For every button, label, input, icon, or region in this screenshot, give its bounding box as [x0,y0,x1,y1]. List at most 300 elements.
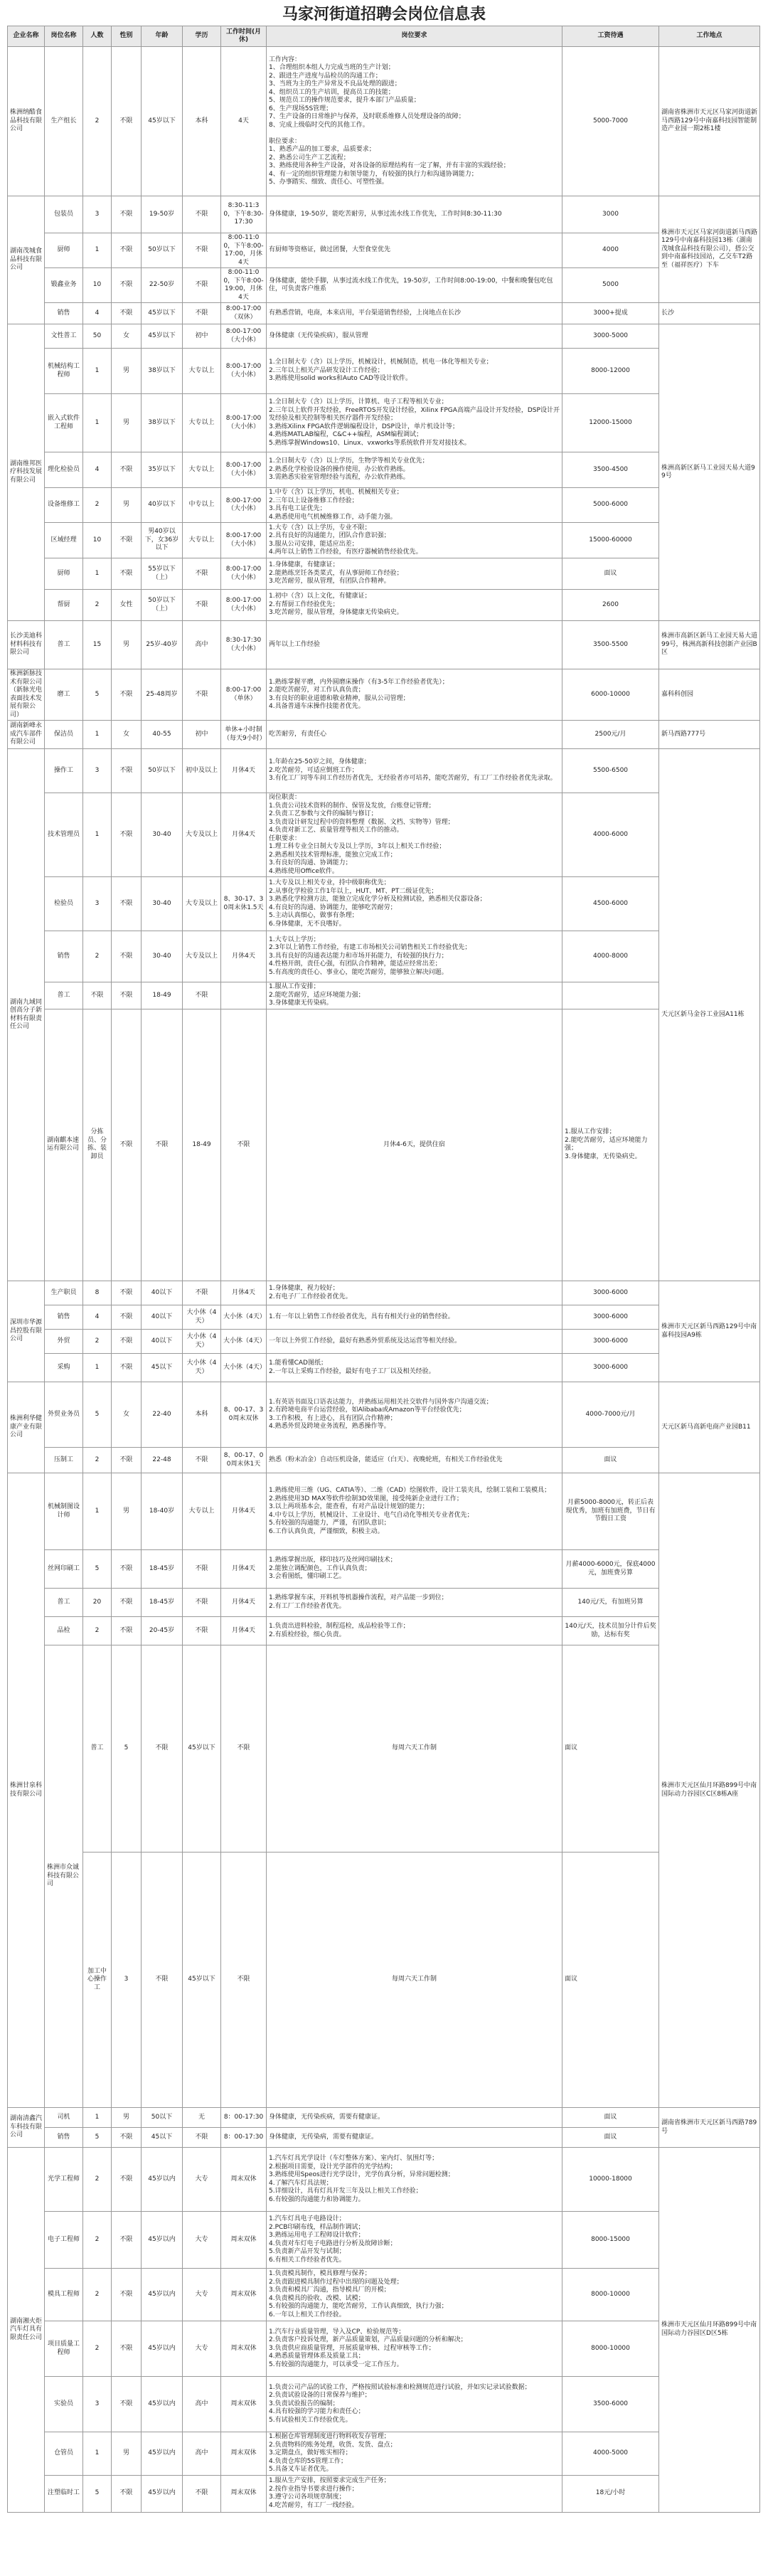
cell-duty: 1.有一年以上销售工作经验者优先，具有有相关行业的销售经验。 [267,1305,562,1330]
cell-salary: 4500-6000 [562,877,659,931]
col-company: 企业名称 [8,26,45,47]
cell-edu: 初中及以上 [183,749,221,793]
cell-age: 40以下 [142,1305,183,1330]
table-row [8,1382,760,1448]
cell-count: 3 [83,877,112,931]
cell-duty: 1.大专及以上相关专业，持中级职称优先； 2.从事化学检验工作1年以上，HUT、MT、PT二级证优先； 3.熟悉化学检测方法，能独立完成化学分析及检测试验，熟悉相关仪器设备； 4.有良好的沟通、协调能力，能够吃苦耐劳； 5.主动认真细心，做事有条理； 6.身体健康，无不良嗜好。 [267,877,562,931]
cell-age: 18-49 [183,1009,221,1281]
cell-count: 1 [83,1473,112,1550]
cell-time: 8:00-17:00（大小休） [221,394,267,452]
header-row [8,26,760,47]
cell-salary: 3000-6000 [562,1354,659,1382]
cell-duty: 1.身体健康，有健康证； 2.能熟练烹饪各类菜式，有从事厨师工作经验； 3.吃苦耐劳，服从管理，有团队合作精神。 [267,558,562,590]
cell-duty: 1.全日制大专（含）以上学历，计算机、电子工程等相关专业； 2.三年以上软件开发经验，FreeRTOS开发设计经验，Xilinx FPGA高端产品设计开发经验，DSP设计开发经验及相关控制等相关医疗器件开发经验； 3.熟练Xilinx FPGA软件逻辑编程设计，DSP设计，单片机设计等； 4.熟练MATLAB编程，C&C++编程，ASM编程调试； 5.熟练掌握Windows10、Linux、vxworks等系统软件开发对接技术。 [267,394,562,452]
table-row [8,1305,760,1330]
cell-count: 50 [83,324,112,349]
cell-time: 大小休（4天） [221,1305,267,1330]
cell-time: 大小休（4天） [221,1354,267,1382]
cell-duty: 1.负责模具制作，模具修理与保养； 2.负责跟进模具制作过程中出现的问题及处理； 3.负责和模具厂沟通，指导模具厂的开模； 4.负责模具的验收、改模、试模； 5.有较强的沟通能力，能吃苦耐劳，工作认真细致，执行力强； 6.一年以上相关工作经验。 [267,2269,562,2321]
cell-edu: 大专及以上 [183,877,221,931]
cell-duty: 1.汽车灯具电子电路设计； 2.PCB印刷布线，样品制作调试； 3.熟练运用电子工程师设计软件； 4.负责对车灯电子电路进行分析及故障诊断； 5.负责新产品开发与试制； 6.有相关工作经验者优先。 [267,2212,562,2269]
cell-gender: 不限 [112,2377,142,2432]
cell-count: 1 [83,793,112,877]
cell-salary: 3000 [562,196,659,233]
cell-salary: 3000-5000 [562,324,659,349]
cell-gender: 不限 [112,2321,142,2377]
cell-gender: 不限 [142,1645,183,1853]
cell-edu: 不限 [183,2128,221,2148]
cell-time: 8、00-17、00周末休1天 [221,1448,267,1473]
cell-edu: 大专及以上 [183,793,221,877]
cell-gender: 不限 [112,196,142,233]
cell-count: 2 [83,2148,112,2212]
cell-salary: 3500-4500 [562,452,659,488]
cell-time: 每周六天工作制 [267,1852,562,2108]
cell-gender: 不限 [112,2148,142,2212]
cell-edu: 大专 [183,2212,221,2269]
cell-position: 普工 [45,621,83,669]
cell-edu: 本科 [183,1382,221,1448]
cell-duty: 岗位职责： 1.负责公司技术资料的制作、保管及发放，台账登记管理； 2.负责工艺参数与文件的编制与修订； 3.负责设计研发过程中的资料整理（数据、文档、实物等）管理； 4.负责对新工艺、质量管理等相关工作的推动。 任职要求： 1.理工科专业全日制大专及以上学历，3年以上相关工作经验； 2.熟悉相关技术管理标准，能独立完成工作； 3.有良好的沟通、协调能力； 4.熟练使用Office软件。 [267,793,562,877]
table-row [8,793,760,877]
cell-address: 株洲市天元区马家河街道新马西路129号中南嘉科技园13栋（湖南茂城食品科技有限公司），搭公交到中南嘉科技园站，乙交车T2路至（福祥医疗）下车 [659,196,760,303]
cell-age: 38岁以下 [142,349,183,394]
cell-salary: 5000-7000 [562,47,659,196]
cell-salary: 5500-6500 [562,749,659,793]
cell-company: 湖南清鑫汽车科技有限公司 [8,2108,45,2148]
page [7,0,761,2513]
cell-gender: 不限 [142,1009,183,1281]
cell-duty: 1.能看懂CAD图纸； 2.一年以上采购工作经验，最好有电子工厂以及相关经验。 [267,1354,562,1382]
table-row [8,2432,760,2476]
cell-count: 1 [83,1354,112,1382]
cell-gender: 不限 [112,558,142,590]
cell-duty: 1.汽车灯具光学设计（车灯整体方案）、室内灯、氛围灯等； 2.根据项目需要，设计光学部件的光学结构； 3.熟练使用Speos进行光学设计，光学仿真分析，异常问题检测； 4.了解汽车灯具法规； 5.详细设计，具有灯具开发三年及以上相关工作经验； 6.有较强的沟通能力和协调能力。 [267,2148,562,2212]
cell-address: 株洲市天元区仙月环路899号中南国际动力谷园区D区5栋 [659,2148,760,2513]
col-time: 工作时间(月休) [221,26,267,47]
cell-count: 5 [83,2475,112,2512]
cell-company: 湖南维邦医疗科技发展有限公司 [8,324,45,621]
cell-position: 外贸业务员 [45,1382,83,1448]
cell-position: 文性普工 [45,324,83,349]
cell-edu: 不限 [183,1281,221,1305]
cell-edu: 不限 [183,590,221,621]
cell-salary: 3500-5500 [562,621,659,669]
cell-duty: 1.初中（含）以上文化，有健康证； 2.有帮厨工作经验优先； 3.吃苦耐劳，服从管理，身体健康无传染病史。 [267,590,562,621]
table-row [8,749,760,793]
cell-time: 8:30-17:30（大小休） [221,621,267,669]
cell-position: 厨师 [45,233,83,268]
table-row [8,931,760,982]
cell-position: 丝网印刷工 [45,1550,83,1589]
cell-position: 帮厨 [45,590,83,621]
cell-age: 19-50岁 [142,196,183,233]
cell-count: 5 [112,1645,142,1853]
cell-position: 机械结构工程师 [45,349,83,394]
table-row [8,721,760,749]
cell-address: 湖南省株洲市天元区马家河街道新马西路129号中南嘉科技园智能制造产业园一期2栋1楼 [659,47,760,196]
cell-count: 4 [83,452,112,488]
cell-time: 8:00-17:00（大小休） [221,590,267,621]
cell-gender: 不限 [112,982,142,1009]
cell-edu: 高中 [183,2377,221,2432]
cell-gender: 不限 [112,931,142,982]
cell-duty: 1.汽车行业质量管理，导入及CP、检验规范等； 2.负责客户投诉处理，新产品质量策划，产品质量问题的分析和解决； 3.负责供应商质量管理，开展质量审核、过程审核等工作； 4.熟悉质量管理体系及质量工具； 5.有较强的沟通能力，可以承受一定工作压力。 [267,2321,562,2377]
col-age: 年龄 [142,26,183,47]
cell-time: 月休4天 [221,749,267,793]
cell-gender: 不限 [112,877,142,931]
cell-company: 湖南麒本速运有限公司 [45,1009,83,1281]
cell-duty: 面议 [562,1645,659,1853]
cell-count: 4 [83,1305,112,1330]
cell-age: 38岁以下 [142,394,183,452]
cell-time: 8:00-17:00（单休） [221,669,267,721]
cell-count: 10 [83,268,112,303]
cell-salary: 8000-12000 [562,349,659,394]
cell-gender: 男 [112,1473,142,1550]
cell-time: 4天 [221,47,267,196]
cell-gender: 男 [112,2432,142,2476]
table-row [8,2475,760,2512]
col-duty: 岗位要求 [267,26,562,47]
cell-time: 周末双休 [221,2148,267,2212]
cell-address: 天元区新马金谷工业园A11栋 [659,749,760,1281]
cell-count: 3 [83,749,112,793]
cell-gender: 不限 [112,47,142,196]
cell-salary: 3000+提成 [562,303,659,324]
cell-count: 1 [83,558,112,590]
cell-time [221,982,267,1009]
cell-company: 株洲纳酷食品科技有限公司 [8,47,45,196]
cell-age: 45以下 [142,2128,183,2148]
table-row [8,2128,760,2148]
cell-time: 大小休（4天） [221,1330,267,1354]
cell-salary: 10000-18000 [562,2148,659,2212]
cell-time: 8:00-11:00，下午8:00-17:00，月休4天 [221,233,267,268]
cell-duty: 工作内容： 1、合理组织本组人力完成当班的生产计划； 2、跟进生产进度与品检员的沟通工作； 3、当班为主的生产异常及不良品处理的跟进； 4、组织员工的生产培训，提高员工的技能； 5、规范员工的操作规范要求，提升本部门产品质量； 6、生产现场5S管理； 7、生产设备的日常维护与保养，及时联系维修人员处理设备的故障； 8、完成上级临时交代的其他工作。 职位要求： 1、熟悉产品的加工要求，品质要求； 2、熟悉公司生产工艺流程； 3、熟练使用各种生产设备，对各设备的原理结构有一定了解，并有丰富的实践经验； 4、有一定的组织管理能力和领导能力，有较强的执行力和沟通协调能力； 5、办事踏实、细致、责任心、可塑性强。 [267,47,562,196]
cell-position: 分拣员、分拣、装卸员 [83,1009,112,1281]
cell-company: 株洲市众诚科技有限公司 [45,1645,83,2108]
cell-address: 新马西路777号 [659,721,760,749]
table-row [8,268,760,303]
cell-age: 18-45岁 [142,1589,183,1617]
cell-time: 月休4-6天，提供住宿 [267,1009,562,1281]
cell-salary: 3000-6000 [562,1281,659,1305]
cell-time: 8:00-17:00（大小休） [221,349,267,394]
cell-position: 实验员 [45,2377,83,2432]
cell-duty: 1.大专（含）以上学历，专业不限； 2.具有良好的沟通能力，团队合作意识强； 3.服从公司安排，能适应出差； 4.两年以上销售工作经验，有医疗器械销售经验优先。 [267,523,562,558]
cell-position: 磨工 [45,669,83,721]
table-body [8,47,760,2513]
cell-edu: 大专 [183,2321,221,2377]
cell-age: 40以下 [142,1330,183,1354]
table-row [8,1448,760,1473]
cell-gender: 不限 [112,1550,142,1589]
cell-time: 周末双休 [221,2377,267,2432]
cell-position: 模具工程师 [45,2269,83,2321]
cell-position: 光学工程师 [45,2148,83,2212]
cell-age: 18-40岁 [142,1473,183,1550]
cell-position: 电子工程师 [45,2212,83,2269]
cell-count: 5 [83,669,112,721]
cell-count: 2 [83,1448,112,1473]
cell-position: 检验员 [45,877,83,931]
cell-age: 50岁以下 [142,749,183,793]
table-row [8,523,760,558]
cell-age: 22-48 [142,1448,183,1473]
cell-edu: 高中 [183,621,221,669]
cell-duty: 1.中专（含）以上学历，机电、机械相关专业； 2.三年以上设备维修工作经验； 3.具有电工证优先； 4.熟悉使用电气机械维修工作，动手能力强。 [267,488,562,523]
cell-position: 操作工 [45,749,83,793]
cell-count: 2 [83,2269,112,2321]
cell-age: 45以下 [142,1354,183,1382]
page-title: 马家河街道招聘会岗位信息表 [282,5,486,23]
cell-count: 3 [83,196,112,233]
table-row [8,1550,760,1589]
cell-duty: 身体健康，无传染病，需要有健康证。 [267,2128,562,2148]
col-count: 人数 [83,26,112,47]
cell-duty: 吃苦耐劳，有责任心 [267,721,562,749]
cell-edu: 大专 [183,2269,221,2321]
cell-time: 月休4天 [221,1473,267,1550]
cell-gender: 不限 [112,2475,142,2512]
cell-age: 40岁以下 [142,488,183,523]
cell-edu: 不限 [221,1645,267,1853]
cell-gender: 不限 [112,1330,142,1354]
cell-edu: 不限 [183,303,221,324]
cell-duty: 有厨师等资格证，做过团餐，大型食堂优先 [267,233,562,268]
cell-gender: 不限 [112,1448,142,1473]
cell-count: 2 [83,590,112,621]
cell-time: 8、30-17、30周末休1.5天 [221,877,267,931]
table-row [8,982,760,1009]
cell-count: 3 [83,2377,112,2432]
cell-company: 株洲新脉技术有限公司（新脉光电表面技术发展有限公司） [8,669,45,721]
col-addr: 工作地点 [659,26,760,47]
table-row [8,196,760,233]
cell-position: 厨师 [45,558,83,590]
cell-count: 2 [83,1617,112,1645]
cell-count: 2 [83,931,112,982]
cell-position: 仓管员 [45,2432,83,2476]
cell-position: 普工 [83,1645,112,1853]
table-row [8,2269,760,2321]
cell-gender: 不限 [112,452,142,488]
cell-count: 1 [83,2108,112,2128]
cell-time: 周末双休 [221,2212,267,2269]
cell-age: 40-55 [142,721,183,749]
cell-position: 生产职员 [45,1281,83,1305]
cell-count: 2 [83,47,112,196]
cell-count: 2 [83,2212,112,2269]
cell-count: 10 [83,523,112,558]
cell-gender: 女 [112,721,142,749]
cell-age: 25-48周岁 [142,669,183,721]
table-row [8,2321,760,2377]
cell-duty: 1.熟练掌握平磨，内外圆磨床操作（有3-5年工作经验者优先）； 2.能吃苦耐劳，对工作认真负责； 3.有良好的职业道德和敬业精神，服从公司管理； 4.具备普通车床操作技能者优先。 [267,669,562,721]
cell-age: 45岁以内 [142,2321,183,2377]
cell-time: 8、00-17、30周末双休 [221,1382,267,1448]
table-row [8,1645,760,1853]
cell-salary: 面议 [562,1448,659,1473]
cell-salary: 月薪5000-8000元，转正后表现优秀，加班有加班费，节日有节假日工资 [562,1473,659,1550]
cell-edu: 不限 [183,1448,221,1473]
cell-duty: 1.有英语书面及口语表达能力，并熟练运用相关社交软件与国外客户沟通交流； 2.有跨境电商平台运营经验，如Alibaba或Amazon等平台经验优先； 3.工作积极，有上进心，具有团队合作精神； 4.熟悉外贸及跨境业务流程，熟悉操作等。 [267,1382,562,1448]
cell-salary: 140元/天，有加班另算 [562,1589,659,1617]
cell-salary [562,982,659,1009]
cell-position: 设备维修工 [45,488,83,523]
cell-edu: 不限 [183,1617,221,1645]
cell-edu: 不限 [183,1589,221,1617]
cell-gender: 女性 [112,590,142,621]
cell-age: 22-50岁 [142,268,183,303]
cell-age: 45岁以内 [142,2377,183,2432]
cell-time: 月休4天 [221,1281,267,1305]
cell-gender: 男 [112,2108,142,2128]
cell-age: 男40岁以下，女36岁以下 [142,523,183,558]
table-row [8,621,760,669]
cell-duty: 1.服从工作安排； 2.能吃苦耐劳，适应环境能力强； 3.身体健康无传染病。 [267,982,562,1009]
cell-position: 保洁员 [45,721,83,749]
table-row [8,303,760,324]
cell-address: 嘉科科创园 [659,669,760,721]
cell-salary: 4000-7000元/月 [562,1382,659,1448]
cell-position: 普工 [45,982,83,1009]
cell-gender: 男 [112,488,142,523]
cell-edu: 不限 [183,196,221,233]
cell-duty: 1.熟练掌握车床，开料机等机器操作流程，对产品能一步到位； 2.有工厂工作经验者优先。 [267,1589,562,1617]
cell-duty: 1.熟练掌握出版，移印技巧及丝网印刷技术； 2.能独立调配颜色，工作认真负责； 3.会看图纸，懂印刷工艺。 [267,1550,562,1589]
cell-edu: 本科 [183,47,221,196]
cell-duty: 身体健康，无传染疾病，需要有健康证。 [267,2108,562,2128]
table-row [8,233,760,268]
cell-time: 周末双休 [221,2321,267,2377]
cell-position: 普工 [45,1589,83,1617]
cell-duty: 身体健康，能快手脚，从事过流水线工作优先，19-50岁，工作时间8:00-19:00，中餐和晚餐包吃包住，可负责客户维系 [267,268,562,303]
cell-time: 周末双休 [221,2269,267,2321]
cell-time: 周末双休 [221,2475,267,2512]
cell-position: 区域经理 [45,523,83,558]
cell-address: 株洲市天元区新马西路129号中南嘉科技园A9栋 [659,1281,760,1382]
cell-edu: 初中 [183,721,221,749]
cell-age: 45岁以下 [183,1852,221,2108]
cell-salary: 15000-60000 [562,523,659,558]
cell-company: 湖南湘火炬汽车灯具有限责任公司 [8,2148,45,2513]
table-row [8,669,760,721]
cell-gender: 不限 [112,1617,142,1645]
cell-count: 5 [83,2128,112,2148]
cell-edu: 不限 [221,1009,267,1281]
table-row [8,1473,760,1550]
cell-count: 5 [83,1550,112,1589]
cell-position: 注塑临时工 [45,2475,83,2512]
cell-age: 35岁以下 [142,452,183,488]
cell-duty: 1.全日制大专（含）以上学历，生物学等相关专业优先； 2.熟悉化学检验设备的操作使用，办公软件熟练。 3.需熟悉实验室管理经验与流程，办公软件熟练。 [267,452,562,488]
cell-position: 外贸 [45,1330,83,1354]
cell-position: 项目质量工程师 [45,2321,83,2377]
cell-time: 8:00-17:00（大小休） [221,452,267,488]
cell-salary: 140元/天，技术员加分计件后奖励，达标有奖 [562,1617,659,1645]
cell-address: 天元区新马高新电商产业园B11 [659,1382,760,1473]
cell-gender: 不限 [112,1354,142,1382]
cell-company: 长沙美迪科材料科技有限公司 [8,621,45,669]
cell-age: 45岁以下 [142,324,183,349]
cell-company: 深圳市华源昌控股有限公司 [8,1281,45,1382]
cell-edu: 不限 [183,669,221,721]
cell-age: 55岁以下（上） [142,558,183,590]
table-row [8,1330,760,1354]
cell-count: 4 [83,303,112,324]
table-row [8,324,760,349]
table-row [8,2377,760,2432]
cell-gender: 女 [112,324,142,349]
cell-duty: 面议 [562,1852,659,2108]
cell-salary: 12000-15000 [562,394,659,452]
cell-gender: 女 [112,1382,142,1448]
cell-gender: 男 [112,621,142,669]
cell-age: 45岁以下 [183,1645,221,1853]
cell-time: 月休4天 [221,1617,267,1645]
cell-gender: 不限 [112,268,142,303]
cell-age: 50岁以下（上） [142,590,183,621]
cell-position: 销售 [45,931,83,982]
cell-gender: 不限 [112,1281,142,1305]
cell-age: 45岁以内 [142,2269,183,2321]
cell-gender: 不限 [112,1589,142,1617]
col-position: 岗位名称 [45,26,83,47]
cell-position: 理化检验员 [45,452,83,488]
cell-time: 8:00-17:00（双休） [221,303,267,324]
cell-address: 湖南省株洲市天元区新马西路789号 [659,2108,760,2148]
table-row [8,2212,760,2269]
cell-edu: 大小休（4天） [183,1330,221,1354]
cell-time: 月休4天 [221,1550,267,1589]
table-row [8,1589,760,1617]
cell-count: 8 [83,1281,112,1305]
cell-age: 50岁以下 [142,233,183,268]
cell-edu: 不限 [221,1852,267,2108]
cell-edu: 不限 [183,233,221,268]
cell-edu: 无 [183,2108,221,2128]
cell-gender: 男 [112,349,142,394]
cell-duty: 1.服从工作安排； 2.能吃苦耐劳，适应环境能力强； 3.身体健康，无传染病史。 [562,1009,659,1281]
cell-age: 18-49 [142,982,183,1009]
table-row [8,558,760,590]
cell-edu: 高中 [183,2432,221,2476]
cell-count: 不限 [112,1009,142,1281]
cell-salary: 面议 [562,2108,659,2128]
cell-count: 2 [83,1330,112,1354]
cell-position: 加工中心操作工 [83,1852,112,2108]
cell-count: 1 [83,349,112,394]
cell-salary: 面议 [562,2128,659,2148]
cell-age: 22-40 [142,1382,183,1448]
cell-gender: 不限 [112,2128,142,2148]
cell-count: 2 [83,2321,112,2377]
cell-edu: 大专以上 [183,1473,221,1550]
cell-gender: 不限 [112,793,142,877]
cell-time: 周末双休 [221,2432,267,2476]
cell-gender: 不限 [112,1305,142,1330]
table-row [8,1617,760,1645]
cell-time: 月休4天 [221,1589,267,1617]
cell-time: 8：00-17:30 [221,2128,267,2148]
cell-count: 20 [83,1589,112,1617]
cell-position: 品检 [45,1617,83,1645]
cell-position: 机械制图设计师 [45,1473,83,1550]
cell-edu: 大小休（4天） [183,1354,221,1382]
table-row [8,488,760,523]
